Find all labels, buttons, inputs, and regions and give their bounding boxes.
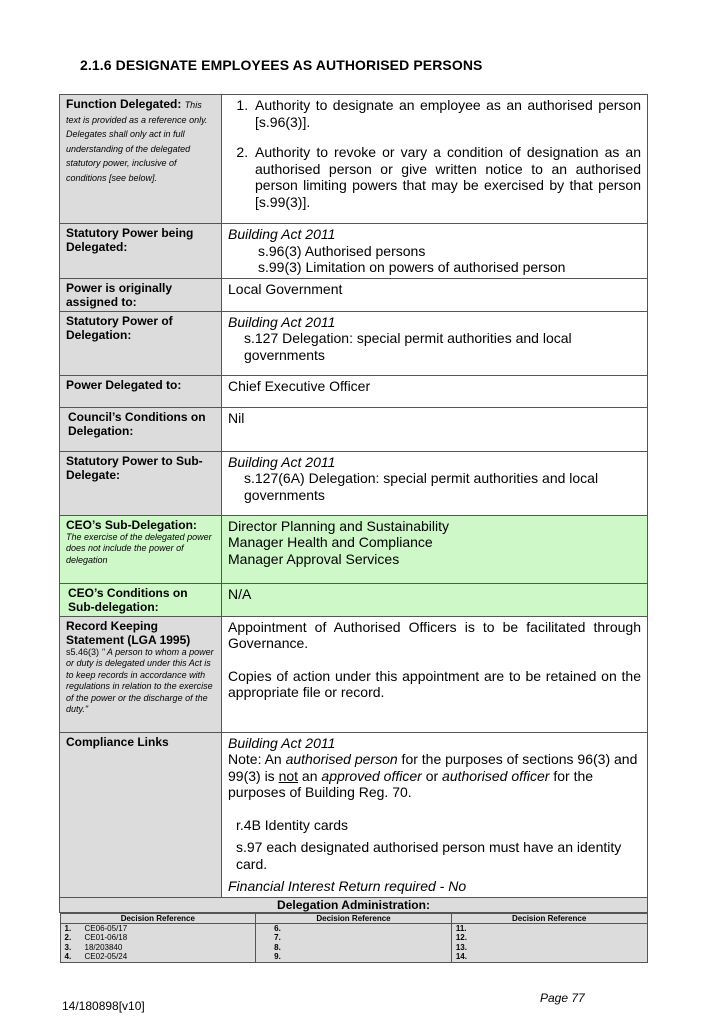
decision-row: 6. [274,923,281,933]
record-keeping-label: Record Keeping Statement (LGA 1995) [66,618,191,647]
decision-row: 14. [455,952,467,961]
decision-row: 1. CE06-05/17 [64,923,128,933]
record-keeping-note: " A person to whom a power or duty is delegated under this Act is to keep records in accordance with regulations in relation to the exercise of the power or the discharge of the duty." [66,646,214,714]
sub-delegate-2: Manager Health and Compliance [228,534,433,550]
sub-delegate-power-act: Building Act 2011 [228,453,336,470]
record-keeping-para-1: Appointment of Authorised Officers is to be facilitated through Governance. [228,618,641,651]
function-delegated-note: This text is provided as a reference only. Delegates shall only act in full understanding of the delegated statutory power, inclusive of conditions [see below]. [66,100,208,183]
section-title: 2.1.6 DESIGNATE EMPLOYEES AS AUTHORISED PERSONS [80,57,483,73]
decision-row: 13. [455,942,467,952]
compliance-label: Compliance Links [60,732,222,897]
sub-delegate-3: Manager Approval Services [228,550,400,567]
delegation-table [59,94,648,963]
originally-assigned-label: Power is originally assigned to: [60,278,222,311]
statutory-power-act: Building Act 2011 [228,226,336,242]
decision-ref-header-1: Decision Reference [60,913,256,923]
sub-delegate-power-label: Statutory Power to Sub-Delegate: [60,451,222,515]
power-of-delegation-line: s.127 Delegation: special permit authorities and local governments [244,330,572,363]
delegated-to-value: Chief Executive Officer [222,375,648,407]
power-of-delegation-value [222,311,648,375]
compliance-act: Building Act 2011 [228,734,336,751]
decision-ref-col-3 [451,923,647,962]
decision-ref-col-2 [256,923,452,962]
statutory-power-line-1: s.96(3) Authorised persons [258,242,426,259]
delegation-admin-header: Delegation Administration: [60,897,648,912]
decision-row: 8. [274,942,281,952]
financial-interest-return: Financial Interest Return required - No [228,878,467,894]
document-reference: 14/180898[v10] [62,999,145,1013]
decision-reference-table [60,913,648,963]
ceo-conditions-value: N/A [222,583,648,616]
decision-row: 2. CE01-06/18 [64,933,128,942]
compliance-reg-1: r.4B Identity cards [236,816,349,833]
ceo-sub-delegation-label: CEO’s Sub-Delegation: [66,517,197,532]
function-item-2: 2. Authority to revoke or vary a condition of designation as an authorised person or give written notice to an authorised person limiting powers that may be exercised by that person [s.99(3)]. [252,144,641,210]
council-conditions-value: Nil [222,407,648,451]
decision-row: 11. [455,923,467,933]
originally-assigned-value: Local Government [222,278,648,311]
statutory-power-label: Statutory Power being Delegated: [60,224,222,279]
ceo-sub-delegation-value [222,515,648,583]
decision-row: 7. [274,933,281,942]
record-keeping-value [222,616,648,732]
function-delegated-value [222,95,648,224]
sub-delegate-power-line: s.127(6A) Delegation: special permit authorities and local governments [244,470,599,503]
decision-ref-header-3: Decision Reference [451,913,647,923]
function-delegated-label: Function Delegated: [66,97,182,111]
compliance-note: Note: An authorised person for the purposes of sections 96(3) and 99(3) is not an approved officer or authorised officer for the purposes of Building Reg. 70. [228,751,638,800]
delegated-to-label: Power Delegated to: [60,375,222,407]
ceo-sub-delegation-note: The exercise of the delegated power does not include the power of delegation [66,531,212,565]
function-delegated-label-cell [60,95,222,224]
record-keeping-label-cell [60,616,222,732]
statutory-power-line-2: s.99(3) Limitation on powers of authorised person [258,259,566,275]
power-of-delegation-act: Building Act 2011 [228,313,336,330]
compliance-reg-2: s.97 each designated authorised person must have an identity card. [236,839,622,872]
record-keeping-ref: s5.46(3) [66,646,100,657]
decision-row: 3. 18/203840 [64,942,123,952]
function-item-1: 1. Authority to designate an employee as an authorised person [s.96(3)]. [252,97,641,130]
decision-row: 9. [274,952,281,961]
ceo-sub-delegation-label-cell [60,515,222,583]
ceo-conditions-label: CEO’s Conditions on Sub-delegation: [60,583,222,616]
decision-row: 4. CE02-05/24 [64,952,128,961]
power-of-delegation-label: Statutory Power of Delegation: [60,311,222,375]
sub-delegate-1: Director Planning and Sustainability [228,517,450,534]
decision-ref-col-1 [60,923,256,962]
decision-row: 12. [455,933,467,942]
council-conditions-label: Council’s Conditions on Delegation: [60,407,222,451]
decision-ref-header-2: Decision Reference [256,913,452,923]
compliance-value [222,732,648,897]
sub-delegate-power-value [222,451,648,515]
page-number: Page 77 [540,991,585,1005]
record-keeping-para-2: Copies of action under this appointment are to be retained on the appropriate file or record. [228,667,641,700]
statutory-power-value [222,224,648,279]
